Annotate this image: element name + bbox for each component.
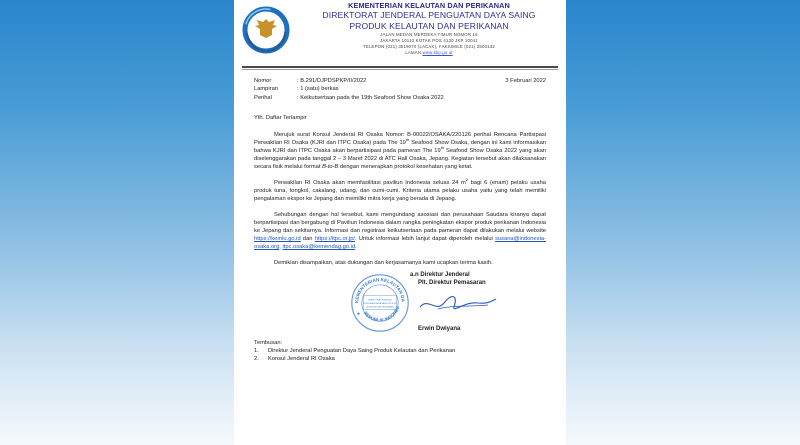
susana-email-link[interactable]: susana@indonesia-osaka.org <box>254 236 546 251</box>
tembusan-item-number: 1. <box>254 348 259 355</box>
directorate-name-line1: DIREKTORAT JENDERAL PENGUATAN DAYA SAING <box>322 10 536 20</box>
p3-end: . <box>355 244 357 251</box>
website-label: LAMAN <box>405 50 422 55</box>
letter-page <box>234 0 566 445</box>
address-line1: JALAN MEDAN MERDEKA TIMUR NOMOR 16 <box>380 32 478 37</box>
directorate-name-line2: PRODUK KELAUTAN DAN PERIKANAN <box>349 21 509 31</box>
website-line <box>296 50 562 56</box>
letterhead-divider-thin <box>242 69 558 70</box>
letter-date: 3 Februari 2022 <box>505 78 546 84</box>
p3-text-a: Sehubungan dengan hal tersebut, kami mengundang asosiasi dan perusahaan Saudara kiranya dapat berpartisipasi dan bergabung di Paviliun Indonesia dalam rangka peningkatan ekspor produk perikanan Indonesia ke Jepang dan sekitarnya. Informasi dan registrasi keikutsertaan pada pameran dapat dilakukan melalui website <box>254 212 546 235</box>
handwritten-signature <box>418 293 498 315</box>
paragraph-2 <box>254 179 546 203</box>
signature-block <box>404 271 546 333</box>
nomor-label: Nomor <box>254 78 272 84</box>
logo-ring-text: KEMENTERIAN KELAUTAN DAN PERIKA <box>245 31 288 54</box>
signature-line1: a.n Direktur Jenderal <box>410 272 470 279</box>
p2-text-a: Perwakilan RI Osaka akan memfasilitasi paviliun Indonesia seluas 24 m <box>274 180 466 187</box>
stamp-bottom-text: REPUBLIK INDONES <box>362 305 401 323</box>
p1-text-b: Seafood Show Osaka, dengan ini kami informasikan bahwa KJRI dan ITPC Osaka akan berpartisipasi pada pameran The 19 <box>254 140 546 155</box>
p1-format: B-to-B <box>322 164 339 171</box>
p2-text-b: bagi 6 (enam) pelaku usaha produk tuna, tongkol, cakalang, udang, dan cumi-cumi. Kriteria utama pelaku usaha yaitu yang telah memiliki pengalaman ekspor ke Jepang dan memiliki mitra kerja yang berada di Jepang. <box>254 180 546 203</box>
tembusan-item-number: 2. <box>254 356 259 363</box>
nomor-row <box>254 77 546 85</box>
signature-line2: Plt. Direktur Pemasaran <box>418 280 486 287</box>
tembusan-item <box>254 355 546 363</box>
p3-text-b: . Untuk informasi lebih lanjut dapat diperoleh melalui <box>355 236 496 243</box>
tembusan-label: Tembusan: <box>254 340 283 347</box>
tembusan-item-text: Direktur Jenderal Penguatan Daya Saing Produk Kelautan dan Perikanan <box>268 348 456 355</box>
kemlu-link[interactable]: https://kemlu.go.id <box>254 236 301 243</box>
letter-body <box>254 77 546 363</box>
ministry-name: KEMENTERIAN KELAUTAN DAN PERIKANAN <box>348 1 510 10</box>
p1-text-c: Seafood Show Osaka 2022 yang akan diselenggarakan pada tanggal 2 – 3 Maret 2022 di ATC Hall Osaka, Jepang. Kegiatan tersebut akan dilaksanakan secara fisik melalui format <box>254 148 546 171</box>
p1-sup-2: th <box>440 145 445 151</box>
perihal-value: : Keikutsertaan pada the 19th Seafood Show Osaka 2022 <box>297 94 444 101</box>
p1-text-d: dengan menerapkan protokol kesehatan yang ketat. <box>338 164 473 171</box>
letterhead <box>234 0 566 66</box>
perihal-row <box>254 94 546 102</box>
itpc-email-link[interactable]: itpc.osaka@kemendag.go.id <box>282 244 356 251</box>
tembusan-item-text: Konsul Jenderal RI Osaka <box>268 356 335 363</box>
stamp-inner-line1: DIREKTORAT JENDERAL <box>368 299 392 302</box>
p2-sup: 2 <box>465 177 469 183</box>
perihal-label: Perihal <box>254 94 272 101</box>
itpc-link[interactable]: https://itpc.or.jp/ <box>314 236 356 243</box>
paragraph-1 <box>254 131 546 171</box>
p1-sup-1: th <box>405 137 410 143</box>
recipient: Yth. Daftar Terlampir <box>254 115 307 122</box>
stamp-ring-text: KEMENTERIAN KELAUTAN DA <box>354 277 406 304</box>
lampiran-row <box>254 85 546 93</box>
ministry-logo <box>240 6 292 58</box>
signatory-name: Erwin Dwiyana <box>418 326 461 333</box>
stamp-inner-line3: KELAUTAN DAN PERIKANAN <box>366 306 394 309</box>
p3-comma: , <box>279 244 283 251</box>
nomor-value: : B.291/DJPDSPKP/II/2022 <box>297 78 367 84</box>
paragraph-4: Demikian disampaikan, atas dukungan dan kerjasamanya kami ucapkan terima kasih. <box>274 260 493 267</box>
paragraph-3 <box>254 211 546 251</box>
stamp-star-icon: ★ <box>356 310 361 316</box>
official-stamp <box>350 273 410 333</box>
p1-text-a: Merujuk surat Konsul Jenderal RI Osaka Nomor: B-00022/OSAKA/220126 perihal Rencana Partisipasi Perwakilan RI Osaka (KJRI dan ITPC Osaka) pada The 19 <box>254 132 546 147</box>
tembusan-item <box>254 347 546 355</box>
address-line3: TELEPON (021) 3519070 (LACAK), FAKSIMILE (021) 3500132 <box>363 44 495 49</box>
lampiran-label: Lampiran <box>254 86 278 93</box>
lampiran-value: : 1 (satu) berkas <box>297 86 339 93</box>
signature-area <box>254 271 546 335</box>
p3-and: dan <box>300 236 315 243</box>
letterhead-divider <box>242 66 558 68</box>
tembusan-section <box>254 339 546 363</box>
address-line2: JAKARTA 10110 KOTAK POS 4130 JKP 10041 <box>380 38 478 43</box>
stamp-inner-line2: PENGUATAN DAYA SAING PRODUK <box>363 303 397 306</box>
website-link[interactable]: www.kkp.go.id <box>422 50 453 55</box>
